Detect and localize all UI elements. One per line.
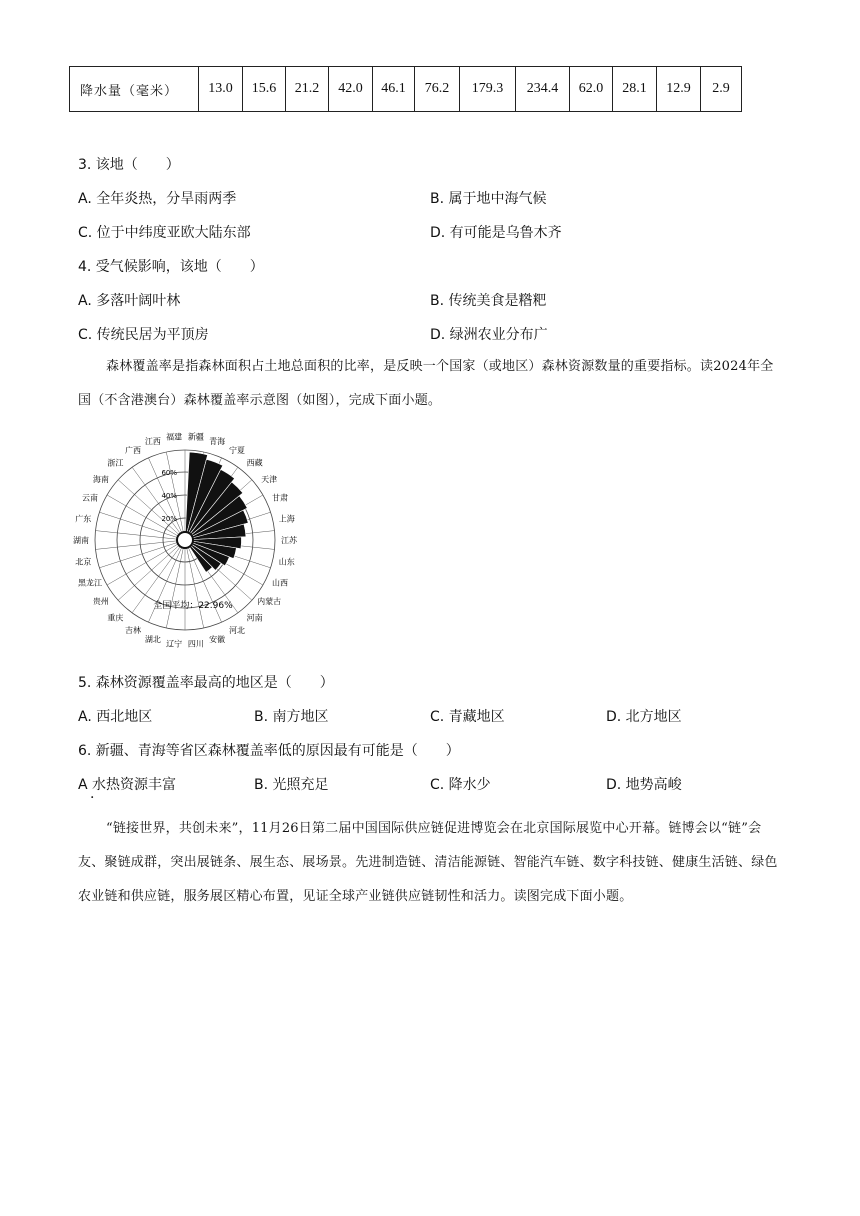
q6-option-b[interactable]: B. 光照充足 <box>254 777 329 793</box>
q4-option-b[interactable]: B. 传统美食是糌粑 <box>430 293 547 309</box>
cell: 62.0 <box>570 67 613 112</box>
cell: 46.1 <box>373 67 415 112</box>
province-label: 上海 <box>278 514 295 524</box>
ring-label: 20% <box>161 515 177 523</box>
row-header: 降水量（毫米） <box>70 67 199 112</box>
q4-stem: 4. 受气候影响，该地（ ） <box>78 259 264 275</box>
q5-stem: 5. 森林资源覆盖率最高的地区是（ ） <box>78 675 334 691</box>
province-label: 江西 <box>144 437 161 447</box>
ring-label: 40% <box>161 492 177 500</box>
spoke <box>118 540 185 600</box>
province-label: 广西 <box>125 445 141 455</box>
q6-option-a[interactable]: A 水热资源丰富 <box>78 777 177 793</box>
cell: 179.3 <box>460 67 516 112</box>
q6-stem: 6. 新疆、青海等省区森林覆盖率低的原因最有可能是（ ） <box>78 743 460 759</box>
province-label: 辽宁 <box>166 639 183 649</box>
province-label: 安徽 <box>209 634 226 644</box>
cell: 76.2 <box>415 67 460 112</box>
forest-coverage-figure <box>73 420 310 650</box>
province-label: 内蒙古 <box>257 597 282 607</box>
province-label: 天津 <box>261 474 278 484</box>
province-label: 北京 <box>75 557 92 567</box>
q3-option-a[interactable]: A. 全年炎热，分旱雨两季 <box>78 191 237 207</box>
forest-intro-paragraph: 森林覆盖率是指森林面积占土地总面积的比率，是反映一个国家（或地区）森林资源数量的重要指标。读2024年全国（不含港澳台）森林覆盖率示意图（如图），完成下面小题。 <box>78 359 774 408</box>
center-circle <box>177 532 193 548</box>
province-label: 西藏 <box>246 458 263 468</box>
table-row <box>70 67 742 112</box>
expo-intro-paragraph: “链接世界，共创未来”，11月26日第二届中国国际供应链促进博览会在北京国际展览中心开幕。链博会以“链”会友、聚链成群，突出展链条、展生态、展场景。先进制造链、清洁能源链、智能汽车链、数字科技链、健康生活链、绿色农业链和供应链，服务展区精心布置，见证全球产业链供应链韧性和活力。读图完成下面小题。 <box>78 821 778 904</box>
q5-option-b[interactable]: B. 南方地区 <box>254 709 329 725</box>
province-label: 浙江 <box>107 458 124 468</box>
q4-option-a[interactable]: A. 多落叶阔叶林 <box>78 293 181 309</box>
cell: 42.0 <box>329 67 373 112</box>
precipitation-table <box>69 66 742 112</box>
q4-option-d[interactable]: D. 绿洲农业分布广 <box>430 327 548 343</box>
q6-option-c[interactable]: C. 降水少 <box>430 777 491 793</box>
q5-option-a[interactable]: A. 西北地区 <box>78 709 153 725</box>
spoke <box>99 540 185 568</box>
province-label: 重庆 <box>107 613 124 623</box>
ring-label: 60% <box>161 469 177 477</box>
province-label: 河南 <box>246 613 263 623</box>
cell: 234.4 <box>516 67 570 112</box>
cell: 2.9 <box>701 67 742 112</box>
province-label: 福建 <box>166 432 183 442</box>
province-label: 吉林 <box>125 626 141 636</box>
q3-option-c[interactable]: C. 位于中纬度亚欧大陆东部 <box>78 225 251 241</box>
province-label: 湖南 <box>73 536 89 545</box>
cell: 13.0 <box>199 67 243 112</box>
province-label: 云南 <box>81 493 98 503</box>
cell: 21.2 <box>286 67 329 112</box>
spoke <box>118 480 185 540</box>
q3-option-b[interactable]: B. 属于地中海气候 <box>430 191 547 207</box>
province-label: 河北 <box>229 626 245 636</box>
province-label: 江苏 <box>281 536 297 545</box>
province-label: 宁夏 <box>229 445 245 455</box>
province-label: 贵州 <box>92 597 109 607</box>
stray-dot: · <box>90 790 95 806</box>
q5-option-c[interactable]: C. 青藏地区 <box>430 709 505 725</box>
q6-option-d[interactable]: D. 地势高峻 <box>606 777 682 793</box>
q5-option-d[interactable]: D. 北方地区 <box>606 709 682 725</box>
province-label: 山西 <box>272 578 289 588</box>
province-label: 青海 <box>209 437 226 447</box>
province-label: 四川 <box>187 639 204 649</box>
province-label: 湖北 <box>144 634 161 644</box>
cell: 28.1 <box>613 67 657 112</box>
q3-option-d[interactable]: D. 有可能是乌鲁木齐 <box>430 225 562 241</box>
province-label: 甘肃 <box>272 493 289 503</box>
province-label: 山东 <box>278 557 295 567</box>
cell: 12.9 <box>657 67 701 112</box>
province-label: 新疆 <box>187 432 204 442</box>
average-label: 全国平均：22.96% <box>153 601 233 611</box>
province-label: 黑龙江 <box>77 578 102 588</box>
province-label: 海南 <box>92 474 109 484</box>
cell: 15.6 <box>243 67 286 112</box>
q3-stem: 3. 该地（ ） <box>78 157 180 173</box>
q4-option-c[interactable]: C. 传统民居为平顶房 <box>78 327 209 343</box>
province-label: 广东 <box>75 514 92 524</box>
